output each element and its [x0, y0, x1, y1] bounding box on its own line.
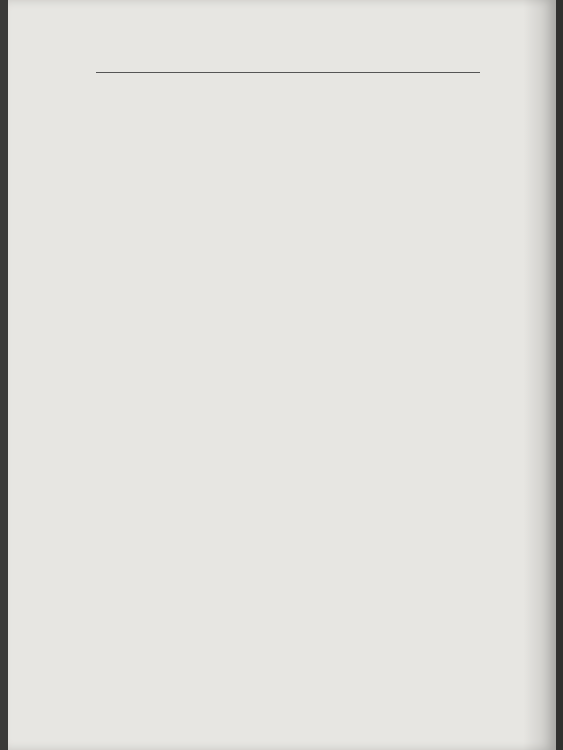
page-gutter-shadow — [523, 0, 563, 750]
